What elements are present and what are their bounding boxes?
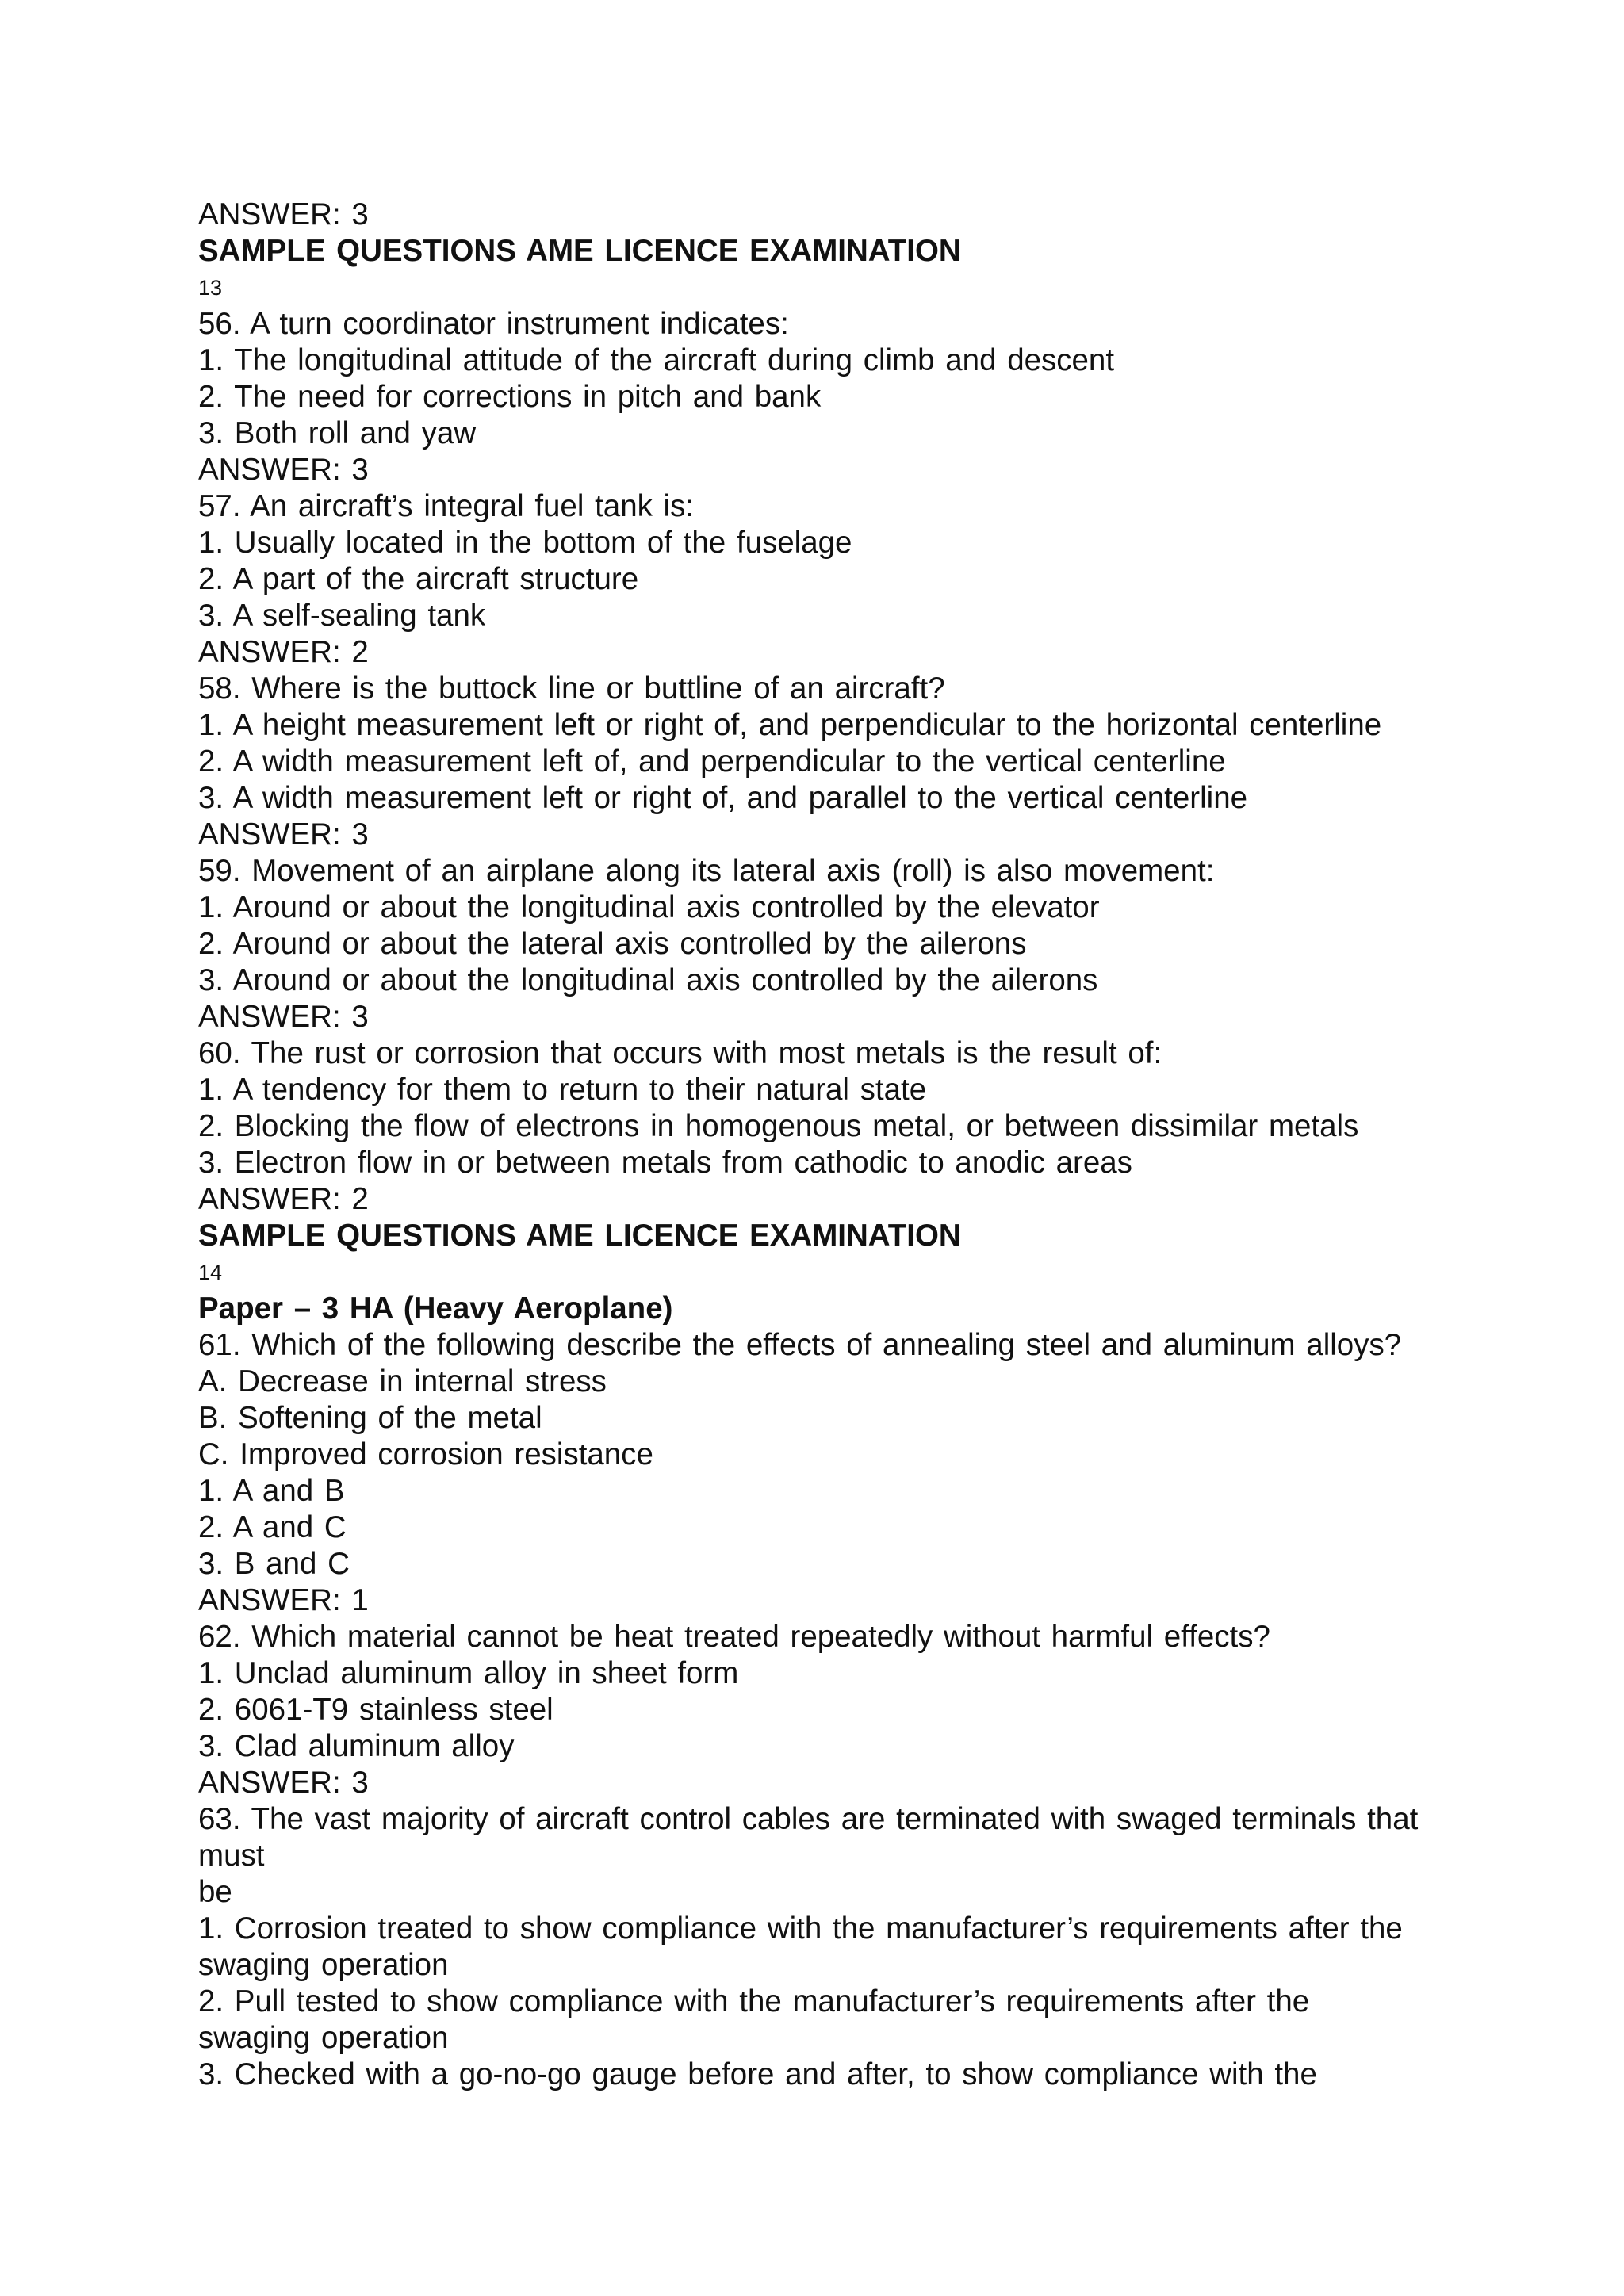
option-line: 1. A height measurement left or right of, and perpendicular to the horizontal centerline [198, 708, 1382, 742]
document-page [198, 197, 1435, 2093]
option-line: 2. A and C [198, 1510, 347, 1544]
question-line: 62. Which material cannot be heat treated repeatedly without harmful effects? [198, 1620, 1270, 1654]
question-line: 57. An aircraft’s integral fuel tank is: [198, 489, 695, 523]
answer-line: ANSWER: 2 [198, 1182, 369, 1216]
option-line: C. Improved corrosion resistance [198, 1437, 653, 1471]
answer-line: ANSWER: 3 [198, 197, 369, 232]
heading-line: Paper – 3 HA (Heavy Aeroplane) [198, 1292, 673, 1326]
option-line: 3. A self-sealing tank [198, 599, 486, 633]
option-line: 3. Checked with a go-no-go gauge before and after, to show compliance with the [198, 2057, 1317, 2091]
option-line: 3. Clad aluminum alloy [198, 1729, 515, 1763]
answer-line: ANSWER: 2 [198, 635, 369, 669]
page-number-line: 13 [198, 276, 223, 300]
option-line: 1. A tendency for them to return to their natural state [198, 1073, 927, 1107]
option-line: 3. A width measurement left or right of, and parallel to the vertical centerline [198, 781, 1248, 815]
option-line: 1. Unclad aluminum alloy in sheet form [198, 1656, 739, 1690]
option-line: 2. Around or about the lateral axis controlled by the ailerons [198, 927, 1027, 961]
option-line: 2. 6061-T9 stainless steel [198, 1693, 553, 1727]
heading-line: SAMPLE QUESTIONS AME LICENCE EXAMINATION [198, 1219, 961, 1253]
answer-line: ANSWER: 3 [198, 1766, 369, 1800]
option-line: 2. A width measurement left of, and perpendicular to the vertical centerline [198, 744, 1226, 779]
question-line: 61. Which of the following describe the effects of annealing steel and aluminum alloys? [198, 1328, 1402, 1362]
option-line: 2. A part of the aircraft structure [198, 562, 639, 596]
option-line: A. Decrease in internal stress [198, 1364, 607, 1399]
question-line: 60. The rust or corrosion that occurs with most metals is the result of: [198, 1036, 1162, 1070]
option-line: swaging operation [198, 2021, 449, 2055]
question-line: must [198, 1839, 265, 1873]
option-line: 3. Around or about the longitudinal axis controlled by the ailerons [198, 963, 1098, 997]
question-line: 58. Where is the buttock line or buttline of an aircraft? [198, 672, 945, 706]
option-line: B. Softening of the metal [198, 1401, 542, 1435]
answer-line: ANSWER: 3 [198, 453, 369, 487]
option-line: 1. Around or about the longitudinal axis controlled by the elevator [198, 890, 1100, 924]
option-line: 1. A and B [198, 1474, 345, 1508]
answer-line: ANSWER: 3 [198, 1000, 369, 1034]
question-line: be [198, 1875, 232, 1909]
question-line: 56. A turn coordinator instrument indicates: [198, 307, 789, 341]
option-line: 1. The longitudinal attitude of the aircraft during climb and descent [198, 343, 1115, 377]
option-line: 2. The need for corrections in pitch and bank [198, 380, 822, 414]
option-line: 3. Electron flow in or between metals from cathodic to anodic areas [198, 1146, 1132, 1180]
heading-line: SAMPLE QUESTIONS AME LICENCE EXAMINATION [198, 234, 961, 268]
option-line: 2. Blocking the flow of electrons in homogenous metal, or between dissimilar metals [198, 1109, 1359, 1143]
option-line: 1. Usually located in the bottom of the fuselage [198, 526, 852, 560]
option-line: 1. Corrosion treated to show compliance with the manufacturer’s requirements after the [198, 1911, 1403, 1946]
answer-line: ANSWER: 3 [198, 817, 369, 851]
answer-line: ANSWER: 1 [198, 1583, 369, 1617]
option-line: 3. B and C [198, 1547, 350, 1581]
option-line: 3. Both roll and yaw [198, 416, 477, 450]
option-line: swaging operation [198, 1948, 449, 1982]
question-line: 59. Movement of an airplane along its lateral axis (roll) is also movement: [198, 854, 1215, 888]
option-line: 2. Pull tested to show compliance with the manufacturer’s requirements after the [198, 1984, 1310, 2019]
question-line: 63. The vast majority of aircraft control cables are terminated with swaged terminals that [198, 1802, 1419, 1836]
page-number-line: 14 [198, 1261, 223, 1284]
